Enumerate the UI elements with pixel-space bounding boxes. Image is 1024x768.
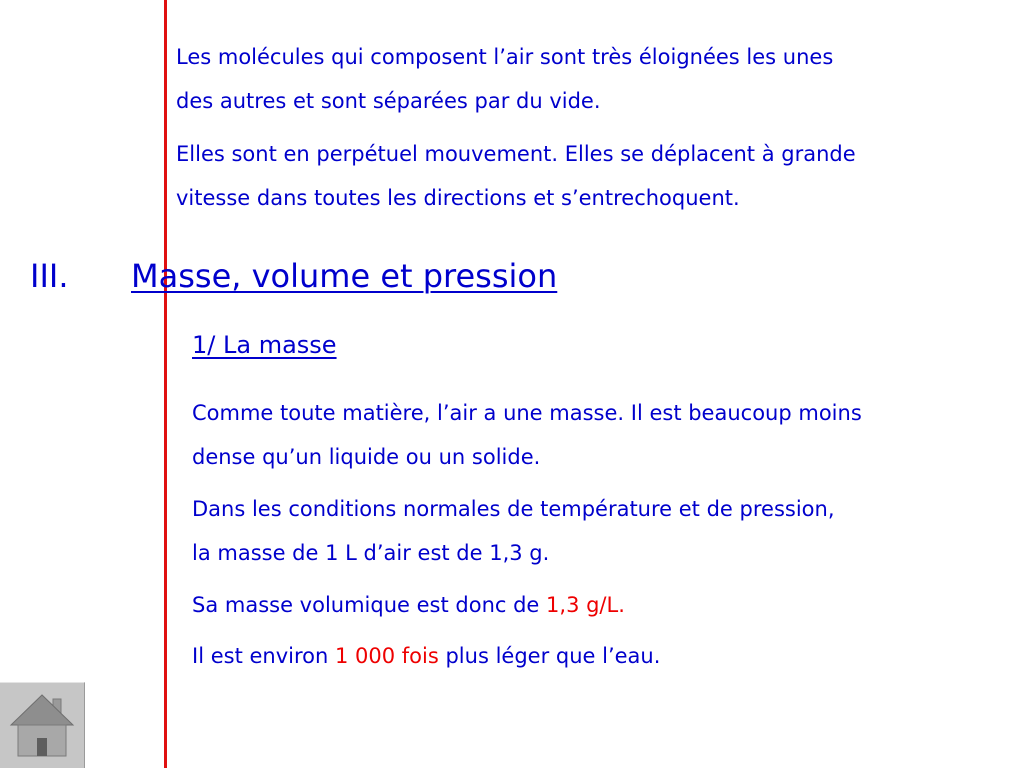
body-paragraph-2-line-2: la masse de 1 L d’air est de 1,3 g. — [192, 541, 550, 565]
body-paragraph-3 — [192, 583, 625, 627]
home-icon — [9, 691, 75, 759]
comparison-prefix: Il est environ — [192, 644, 335, 668]
margin-line — [164, 0, 167, 768]
subsection-title: 1/ La masse — [192, 331, 337, 359]
home-button[interactable] — [0, 682, 85, 768]
section-number: III. — [30, 257, 69, 295]
section-title: Masse, volume et pression — [131, 257, 558, 295]
body-paragraph-1 — [192, 391, 862, 479]
intro-paragraph-1-line-2: des autres et sont séparées par du vide. — [176, 89, 601, 113]
intro-paragraph-2-line-1: Elles sont en perpétuel mouvement. Elles se déplacent à grande — [176, 142, 856, 166]
body-paragraph-2 — [192, 487, 835, 575]
comparison-factor: 1 000 fois — [334, 644, 439, 668]
intro-paragraph-2 — [176, 132, 856, 220]
body-paragraph-1-line-1: Comme toute matière, l’air a une masse. Il est beaucoup moins — [192, 401, 862, 425]
body-paragraph-1-line-2: dense qu’un liquide ou un solide. — [192, 445, 541, 469]
body-paragraph-4 — [192, 634, 660, 678]
intro-paragraph-1 — [176, 35, 833, 123]
density-sentence-text: Sa masse volumique est donc de — [192, 593, 547, 617]
density-value: 1,3 g/L. — [546, 593, 625, 617]
intro-paragraph-2-line-2: vitesse dans toutes les directions et s’entrechoquent. — [176, 186, 740, 210]
intro-paragraph-1-line-1: Les molécules qui composent l’air sont très éloignées les unes — [176, 45, 834, 69]
body-paragraph-2-line-1: Dans les conditions normales de température et de pression, — [192, 497, 835, 521]
comparison-suffix: plus léger que l’eau. — [438, 644, 661, 668]
